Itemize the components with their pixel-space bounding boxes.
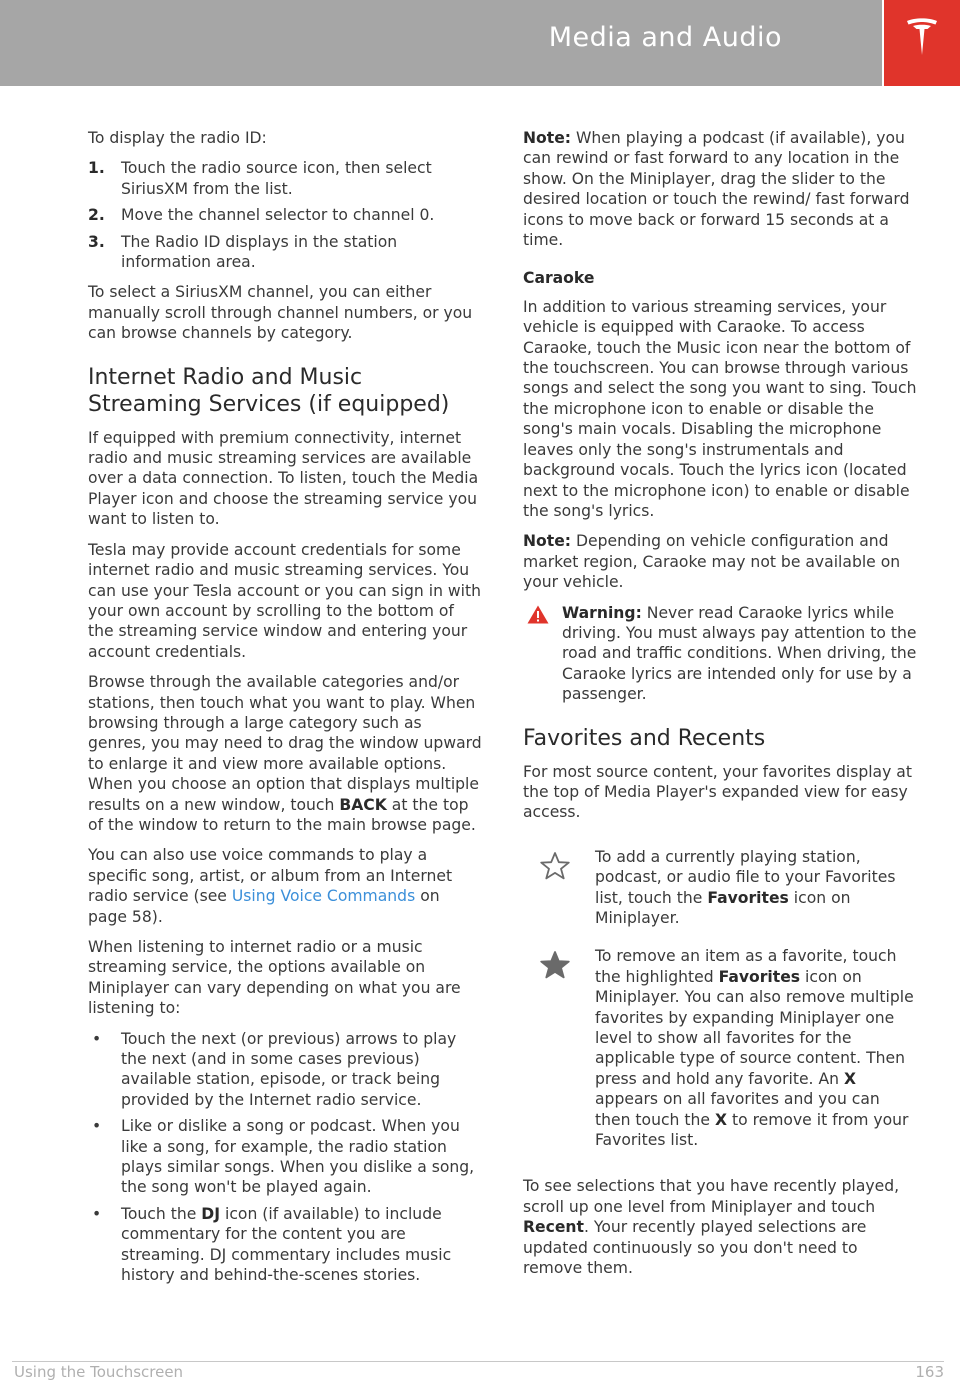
voice-text-end: on page 58). bbox=[88, 887, 440, 926]
step-number: 3. bbox=[88, 232, 105, 251]
browse-paragraph bbox=[88, 672, 482, 835]
remove-favorite-text: icon on Miniplayer. You can also remove multiple favorites by expanding Miniplayer one level to show all favorites for the applicable type of source content. Then press and hold any favorite. An bbox=[595, 967, 914, 1088]
favorites-heading: Favorites and Recents bbox=[523, 725, 766, 751]
step-item bbox=[88, 158, 482, 199]
note-text: When playing a podcast (if available), you can rewind or fast forward to any location in the show. On the Miniplayer, drag the slider to the desired location or touch the rewind/ fast forward icons to move back or forward 15 seconds at a time. bbox=[523, 129, 910, 250]
voice-text: You can also use voice commands to play a specific song, artist, or album from an Internet radio service (see bbox=[88, 846, 453, 906]
caraoke-warning bbox=[523, 603, 919, 705]
star-filled-icon bbox=[539, 950, 571, 980]
recent-text: To see selections that you have recently played, scroll up one level from Miniplayer and touch bbox=[523, 1177, 900, 1216]
caraoke-note bbox=[523, 531, 919, 592]
internet-radio-heading: Internet Radio and Music Streaming Services (if equipped) bbox=[88, 364, 450, 417]
dj-label: DJ bbox=[201, 1204, 221, 1223]
footer-section-title: Using the Touchscreen bbox=[14, 1363, 184, 1381]
bullet-icon: • bbox=[92, 1029, 102, 1048]
remove-favorite-text: to remove it from your Favorites list. bbox=[595, 1110, 909, 1150]
logo-box bbox=[884, 0, 960, 86]
remove-favorite-row bbox=[523, 946, 919, 1150]
step-text: Touch the radio source icon, then select SiriusXM from the list. bbox=[121, 159, 432, 198]
favorites-label: Favorites bbox=[707, 888, 789, 907]
x-label: X bbox=[844, 1069, 857, 1088]
caraoke-heading: Caraoke bbox=[523, 269, 595, 288]
add-favorite-row bbox=[523, 847, 919, 929]
recent-label: Recent bbox=[523, 1218, 584, 1237]
right-column bbox=[523, 128, 919, 1289]
bullet-text-end: icon (if available) to include commentary for the content you are streaming. DJ commentary includes music history and behind-the-scenes stories. bbox=[121, 1204, 452, 1285]
page-number: 163 bbox=[915, 1363, 944, 1381]
step-number: 1. bbox=[88, 159, 105, 178]
header-bar bbox=[0, 0, 882, 86]
step-item bbox=[88, 232, 482, 273]
recent-paragraph bbox=[523, 1176, 919, 1278]
warning-text: Never read Caraoke lyrics while driving. You must always pay attention to the road and traffic conditions. When driving, the Caraoke lyrics are intended only for use by a passenger. bbox=[562, 603, 917, 704]
step-text: Move the channel selector to channel 0. bbox=[121, 206, 435, 225]
remove-favorite-text: To remove an item as a favorite, touch the highlighted bbox=[595, 947, 897, 986]
step-item bbox=[88, 205, 482, 225]
browse-text-end: at the top of the window to return to the main browse page. bbox=[88, 795, 476, 834]
page-header-title: Media and Audio bbox=[548, 22, 782, 53]
miniplayer-options-list bbox=[88, 1029, 482, 1286]
x-label: X bbox=[714, 1110, 727, 1129]
recent-text-end: . Your recently played selections are updated continuously so you don't need to remove them. bbox=[523, 1218, 867, 1278]
premium-connectivity-paragraph: If equipped with premium connectivity, internet radio and music streaming services are available over a data connection. To listen, touch the Media Player icon and choose the streaming service you want to listen to. bbox=[88, 428, 479, 529]
select-channel-paragraph: To select a SiriusXM channel, you can either manually scroll through channel numbers, or you can browse channels by category. bbox=[88, 283, 473, 343]
bullet-icon: • bbox=[92, 1204, 102, 1223]
left-column bbox=[88, 128, 482, 1296]
add-favorite-text: To add a currently playing station, podcast, or audio file to your Favorites list, touch the bbox=[595, 847, 896, 907]
radio-id-intro: To display the radio ID: bbox=[88, 129, 267, 147]
favorites-label: Favorites bbox=[718, 967, 801, 986]
list-item bbox=[88, 1116, 482, 1198]
radio-id-steps bbox=[88, 158, 482, 272]
step-number: 2. bbox=[88, 206, 105, 225]
miniplayer-options-paragraph: When listening to internet radio or a music streaming service, the options available on Miniplayer can vary depending on what you are listening to: bbox=[88, 938, 461, 1018]
bullet-text: Touch the next (or previous) arrows to play the next (and in some cases previous) available station, episode, or track being provided by the Internet radio service. bbox=[121, 1029, 457, 1109]
step-text: The Radio ID displays in the station information area. bbox=[121, 232, 398, 272]
warning-icon bbox=[527, 605, 549, 624]
favorites-intro: For most source content, your favorites display at the top of Media Player's expanded view for easy access. bbox=[523, 762, 912, 822]
back-label: BACK bbox=[339, 795, 387, 814]
browse-text: Browse through the available categories and/or stations, then touch what you want to play. When browsing through a large category such as genres, you may need to drag the window upward to enlarge it and view more available options. When you choose an option that displays multiple results on a new window, touch bbox=[88, 673, 482, 814]
bullet-icon: • bbox=[92, 1117, 102, 1136]
footer-divider bbox=[12, 1361, 944, 1362]
add-favorite-text-end: icon on Miniplayer. bbox=[595, 888, 851, 927]
list-item bbox=[88, 1029, 482, 1111]
tesla-logo-icon bbox=[905, 17, 939, 57]
list-item bbox=[88, 1204, 482, 1286]
credentials-paragraph: Tesla may provide account credentials for some internet radio and music streaming services. You can use your Tesla account or you can sign in with your own account by scrolling to the bottom of the streaming service window and entering your account credentials. bbox=[88, 540, 482, 661]
note-label: Note: bbox=[523, 532, 572, 551]
podcast-note bbox=[523, 128, 919, 250]
bullet-text: Touch the bbox=[121, 1204, 197, 1223]
note-text: Depending on vehicle configuration and market region, Caraoke may not be available on your vehicle. bbox=[523, 532, 901, 592]
warning-label: Warning: bbox=[562, 603, 642, 622]
note-label: Note: bbox=[523, 129, 572, 147]
bullet-text: Like or dislike a song or podcast. When you like a song, for example, the radio station plays similar songs. When you dislike a song, the song won't be played again. bbox=[121, 1117, 475, 1197]
star-outline-icon bbox=[539, 851, 571, 881]
voice-commands-link[interactable]: Using Voice Commands bbox=[231, 887, 416, 906]
remove-favorite-text: appears on all favorites and you can then touch the bbox=[595, 1090, 880, 1129]
voice-commands-paragraph bbox=[88, 845, 482, 927]
caraoke-paragraph: In addition to various streaming services, your vehicle is equipped with Caraoke. To access Caraoke, touch the Music icon near the bottom of the touchscreen. You can browse through various songs and select the song you want to sing. Touch the microphone icon to enable or disable the song's main vocals. Disabling the microphone leaves only the song's instrumentals and background vocals. Touch the lyrics icon (located next to the microphone icon) to enable or disable the song's lyrics. bbox=[523, 297, 917, 520]
